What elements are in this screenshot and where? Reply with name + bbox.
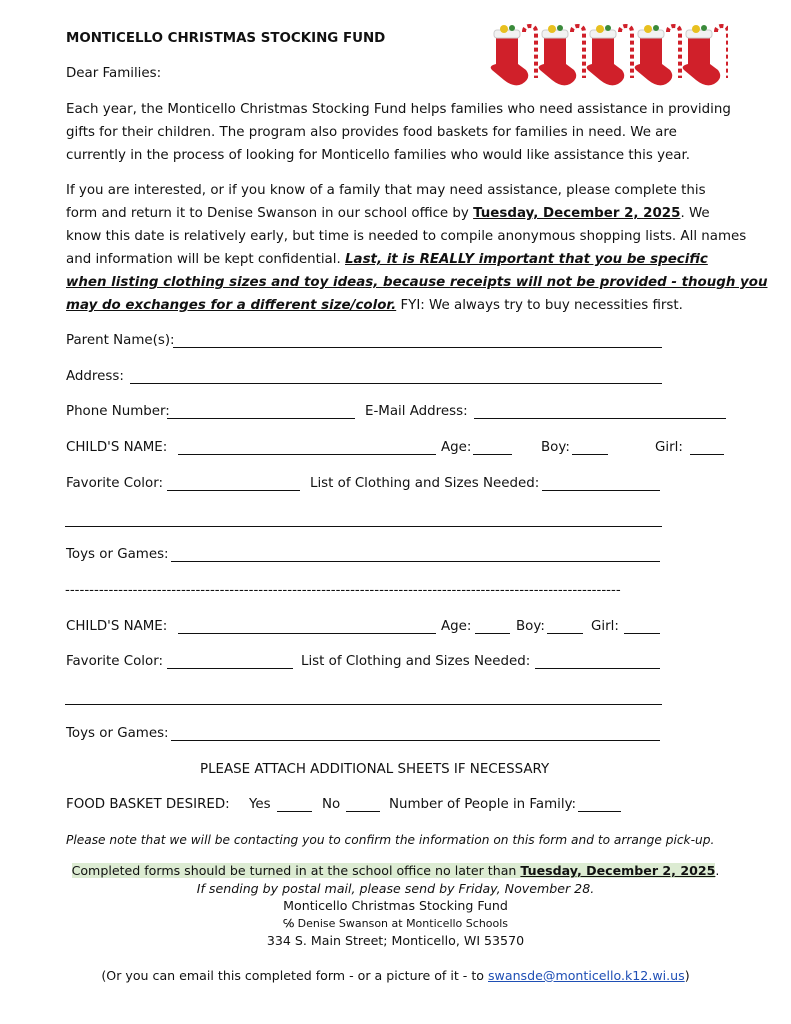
toys-field[interactable] — [171, 561, 660, 562]
toys-label: Toys or Games: — [66, 726, 169, 741]
stockings-candy-cane-decoration-icon — [488, 24, 728, 90]
food-no-field[interactable] — [346, 811, 380, 812]
address-label: Address: — [66, 369, 124, 384]
instructions-line: If you are interested, or if you know of a family that may need assistance, please complete this — [66, 183, 706, 198]
age-label: Age: — [441, 619, 472, 634]
intro-line: Each year, the Monticello Christmas Stocking Fund helps families who need assistance in providing — [66, 102, 731, 117]
parent-name-label: Parent Name(s): — [66, 333, 175, 348]
girl-label: Girl: — [655, 440, 683, 455]
family-size-label: Number of People in Family: — [389, 797, 577, 812]
text: (Or you can email this completed form - or a picture of it - to — [101, 968, 488, 983]
contact-note: Please note that we will be contacting you to confirm the information on this form and to arrange pick-up. — [66, 833, 715, 847]
text: Completed forms should be turned in at the school office no later than — [71, 863, 521, 878]
text: and information will be kept confidential. — [66, 252, 345, 267]
email-label: E-Mail Address: — [365, 404, 468, 419]
deadline-notice — [0, 862, 791, 880]
email-note — [0, 967, 791, 985]
email-link[interactable]: swansde@monticello.k12.wi.us — [488, 968, 685, 983]
text: form and return it to Denise Swanson in our school office by — [66, 206, 474, 221]
instructions-line — [66, 251, 708, 269]
toys-label: Toys or Games: — [66, 547, 169, 562]
favorite-color-label: Favorite Color: — [66, 654, 164, 669]
clothing-field[interactable] — [542, 490, 660, 491]
child-name-field[interactable] — [178, 633, 436, 634]
toys-field[interactable] — [171, 740, 660, 741]
deadline: Tuesday, December 2, 2025 — [520, 863, 716, 878]
attach-notice: PLEASE ATTACH ADDITIONAL SHEETS IF NECESSARY — [200, 762, 550, 777]
org-name: Monticello Christmas Stocking Fund — [283, 898, 508, 913]
favorite-color-label: Favorite Color: — [66, 476, 164, 491]
boy-field[interactable] — [572, 454, 608, 455]
phone-label: Phone Number: — [66, 404, 170, 419]
greeting: Dear Families: — [66, 66, 162, 81]
boy-label: Boy: — [541, 440, 570, 455]
text: ) — [684, 968, 690, 983]
boy-label: Boy: — [516, 619, 545, 634]
postal-note: If sending by postal mail, please send by Friday, November 28. — [196, 881, 595, 896]
boy-field[interactable] — [547, 633, 583, 634]
text: . We — [680, 206, 710, 221]
emphasis: Last, it is REALLY important that you be specific — [345, 252, 708, 267]
care-of: ℅ Denise Swanson at Monticello Schools — [282, 917, 509, 930]
instructions-line: know this date is relatively early, but time is needed to compile anonymous shopping lists. All names — [66, 229, 747, 244]
deadline: Tuesday, December 2, 2025 — [473, 206, 681, 221]
address-field[interactable] — [130, 383, 662, 384]
separator: ------------------------------------------------------------------------------------------------------------------- — [65, 583, 621, 598]
text: FYI: We always try to buy necessities first. — [396, 298, 683, 313]
age-field[interactable] — [475, 633, 510, 634]
girl-field[interactable] — [624, 633, 660, 634]
yes-label: Yes — [249, 797, 271, 812]
clothing-field-continued[interactable] — [65, 704, 662, 705]
instructions-line — [66, 205, 710, 223]
girl-label: Girl: — [591, 619, 619, 634]
street-address: 334 S. Main Street; Monticello, WI 53570 — [266, 933, 525, 948]
child-name-label: CHILD'S NAME: — [66, 619, 168, 634]
parent-name-field[interactable] — [173, 347, 662, 348]
no-label: No — [322, 797, 341, 812]
emphasis-line: when listing clothing sizes and toy ideas, because receipts will not be provided - though you — [66, 275, 768, 290]
instructions-line — [66, 297, 683, 315]
page-title: MONTICELLO CHRISTMAS STOCKING FUND — [66, 31, 386, 46]
clothing-label: List of Clothing and Sizes Needed: — [301, 654, 531, 669]
age-label: Age: — [441, 440, 472, 455]
food-yes-field[interactable] — [277, 811, 312, 812]
intro-line: currently in the process of looking for Monticello families who would like assistance this year. — [66, 148, 691, 163]
child-name-label: CHILD'S NAME: — [66, 440, 168, 455]
family-size-field[interactable] — [578, 811, 621, 812]
favorite-color-field[interactable] — [167, 668, 293, 669]
child-name-field[interactable] — [178, 454, 436, 455]
girl-field[interactable] — [690, 454, 724, 455]
age-field[interactable] — [473, 454, 512, 455]
phone-field[interactable] — [167, 418, 355, 419]
clothing-label: List of Clothing and Sizes Needed: — [310, 476, 540, 491]
favorite-color-field[interactable] — [167, 490, 300, 491]
text: . — [715, 863, 720, 878]
email-field[interactable] — [474, 418, 726, 419]
clothing-field[interactable] — [535, 668, 660, 669]
food-basket-label: FOOD BASKET DESIRED: — [66, 797, 230, 812]
intro-line: gifts for their children. The program also provides food baskets for families in need. We are — [66, 125, 677, 140]
emphasis: may do exchanges for a different size/color. — [66, 298, 397, 313]
clothing-field-continued[interactable] — [65, 526, 662, 527]
